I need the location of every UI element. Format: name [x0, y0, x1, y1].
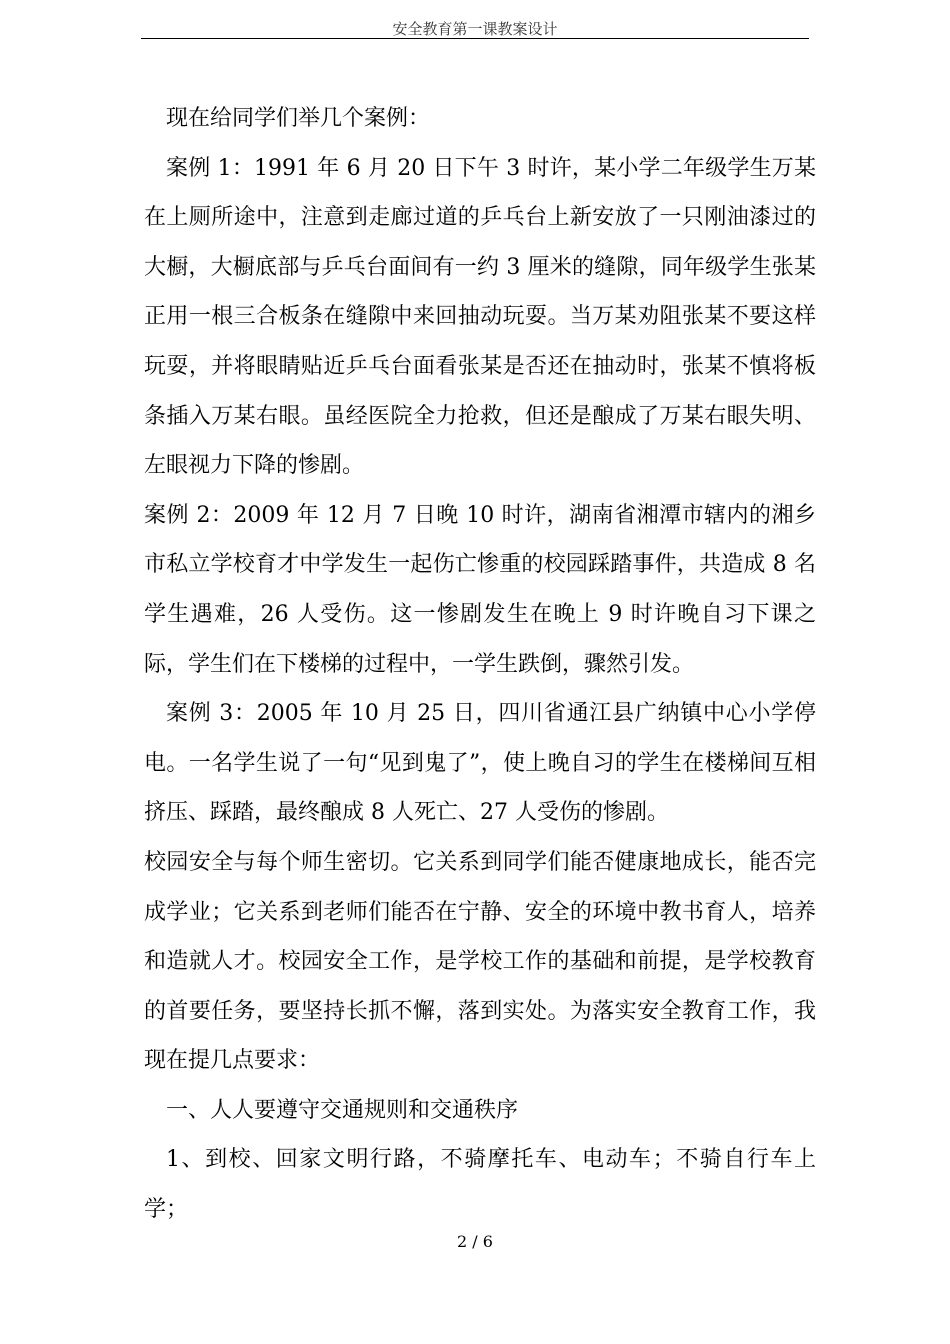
section-heading-traffic-rules: 一、人人要遵守交通规则和交通秩序: [166, 1097, 519, 1123]
page-number: 2 / 6: [457, 1232, 493, 1251]
case-3-paragraph: 案例 3：2005 年 10 月 25 日，四川省通江县广纳镇中心小学停电。一名学生说了一句“见到鬼了”，使上晚自习的学生在楼梯间互相挤压、踩踏，最终酿成 8 人死亡、27 人受伤的惨剧。: [144, 701, 816, 826]
document-body: [144, 94, 816, 1235]
case-1-paragraph: 案例 1：1991 年 6 月 20 日下午 3 时许，某小学二年级学生万某在上厕所途中，注意到走廊过道的乒乓台上新安放了一只刚油漆过的大橱，大橱底部与乒乓台面间有一约 3 厘米的缝隙，同年级学生张某正用一根三合板条在缝隙中来回抽动玩耍。当万某劝阻张某不要这样玩耍，并将眼睛贴近乒乓台面看张某是否还在抽动时，张某不慎将板条插入万某右眼。虽经医院全力抢救，但还是酿成了万某右眼失明、左眼视力下降的惨剧。: [144, 155, 816, 479]
rule-1-paragraph: 1、到校、回家文明行路，不骑摩托车、电动车；不骑自行车上学；: [144, 1147, 816, 1223]
campus-safety-paragraph: 校园安全与每个师生密切。它关系到同学们能否健康地成长，能否完成学业；它关系到老师们能否在宁静、安全的环境中教书育人，培养和造就人才。校园安全工作，是学校工作的基础和前提，是学校教育的首要任务，要坚持长抓不懈，落到实处。为落实安全教育工作，我现在提几点要求：: [144, 849, 816, 1074]
case-2-paragraph: 案例 2：2009 年 12 月 7 日晚 10 时许，湖南省湘潭市辖内的湘乡市私立学校育才中学发生一起伤亡惨重的校园踩踏事件，共造成 8 名学生遇难，26 人受伤。这一惨剧发生在晚上 9 时许晚自习下课之际，学生们在下楼梯的过程中，一学生跌倒，骤然引发。: [144, 502, 816, 677]
intro-paragraph: 现在给同学们举几个案例：: [166, 106, 431, 131]
header-divider: [141, 38, 809, 39]
running-header: 安全教育第一课教案设计: [392, 20, 558, 38]
